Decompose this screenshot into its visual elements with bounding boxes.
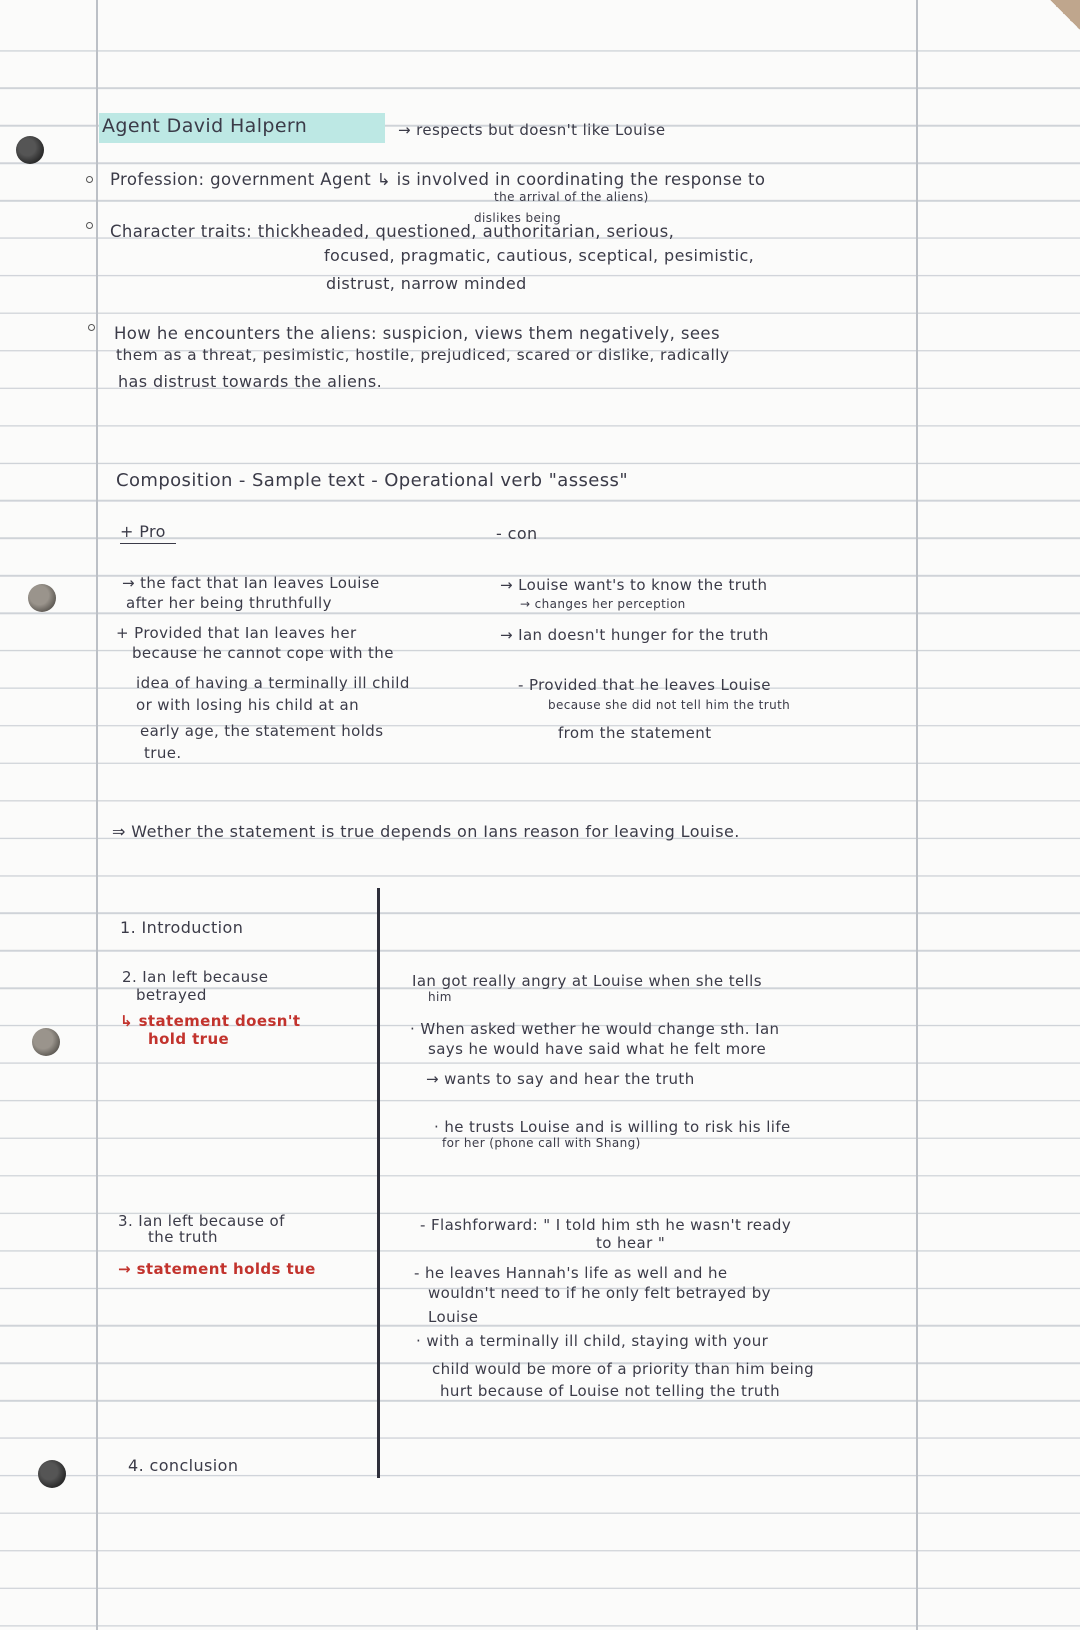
outline-section: 1. Introduction [120, 918, 244, 937]
bullet-icon [88, 324, 95, 331]
pro-item: idea of having a terminally ill child [136, 674, 410, 692]
pro-item: → the fact that Ian leaves Louise [122, 574, 380, 592]
outline-divider [377, 888, 380, 1478]
evidence-line: says he would have said what he felt more [428, 1040, 767, 1058]
outline-verdict: → statement holds tue [118, 1260, 316, 1278]
outline-verdict: hold true [148, 1030, 230, 1048]
evidence-line: for her (phone call with Shang) [442, 1136, 641, 1150]
evidence-line: - Flashforward: " I told him sth he wasn't ready [420, 1216, 792, 1234]
evidence-line: Louise [428, 1308, 479, 1326]
pro-item: or with losing his child at an [136, 696, 360, 714]
evidence-line: → wants to say and hear the truth [426, 1070, 695, 1088]
bullet-icon [86, 222, 93, 229]
title-note: → respects but doesn't like Louise [398, 121, 666, 139]
pro-heading: + Pro [120, 522, 166, 541]
left-margin-line [96, 0, 98, 1630]
con-item: from the statement [558, 724, 712, 742]
traits-line: distrust, narrow minded [326, 274, 527, 293]
outline-section: the truth [148, 1228, 218, 1246]
traits-line: focused, pragmatic, cautious, sceptical, pesimistic, [324, 246, 755, 265]
evidence-line: Ian got really angry at Louise when she tells [412, 972, 762, 990]
evidence-line: him [428, 990, 452, 1004]
profession-line: Profession: government Agent ↳ is involved in coordinating the response to [110, 170, 766, 189]
pro-item: + Provided that Ian leaves her [116, 624, 357, 642]
punch-hole-icon [32, 1028, 60, 1056]
evidence-line: · he trusts Louise and is willing to risk his life [434, 1118, 791, 1136]
con-item: - Provided that he leaves Louise [518, 676, 771, 694]
pro-item: because he cannot cope with the [132, 644, 394, 662]
evidence-line: - he leaves Hannah's life as well and he [414, 1264, 728, 1282]
outline-section: 4. conclusion [128, 1456, 239, 1475]
con-item: → Ian doesn't hunger for the truth [500, 626, 769, 644]
evidence-line: · with a terminally ill child, staying with your [416, 1332, 769, 1350]
evidence-line: child would be more of a priority than him being [432, 1360, 815, 1378]
encounter-line: has distrust towards the aliens. [118, 372, 383, 391]
outline-section: betrayed [136, 986, 207, 1004]
outline-section: 2. Ian left because [122, 968, 269, 986]
composition-conclusion: ⇒ Wether the statement is true depends on Ians reason for leaving Louise. [112, 822, 740, 841]
outline-section: 3. Ian left because of [118, 1212, 285, 1230]
evidence-line: to hear " [596, 1234, 666, 1252]
bullet-icon [86, 176, 93, 183]
pro-item: early age, the statement holds [140, 722, 384, 740]
encounter-line: How he encounters the aliens: suspicion, views them negatively, sees [114, 324, 720, 343]
right-margin-line [916, 0, 918, 1630]
page-title: Agent David Halpern [102, 115, 308, 137]
traits-line: Character traits: thickheaded, questioned, authoritarian, serious, [110, 222, 675, 241]
evidence-line: · When asked wether he would change sth. Ian [410, 1020, 780, 1038]
evidence-line: wouldn't need to if he only felt betrayed by [428, 1284, 771, 1302]
con-item: because she did not tell him the truth [548, 698, 791, 712]
pro-underline [120, 543, 176, 544]
composition-heading: Composition - Sample text - Operational verb "assess" [116, 470, 629, 491]
punch-hole-icon [16, 136, 44, 164]
pro-item: true. [144, 744, 182, 762]
encounter-line: them as a threat, pesimistic, hostile, prejudiced, scared or dislike, radically [116, 346, 730, 364]
con-item: → Louise want's to know the truth [500, 576, 768, 594]
page-corner [1050, 0, 1080, 30]
con-item: → changes her perception [520, 597, 686, 611]
traits-note: dislikes being [474, 211, 561, 225]
punch-hole-icon [28, 584, 56, 612]
profession-line: the arrival of the aliens) [494, 190, 649, 204]
con-heading: - con [496, 524, 538, 543]
pro-item: after her being thruthfully [126, 594, 332, 612]
evidence-line: hurt because of Louise not telling the truth [440, 1382, 780, 1400]
punch-hole-icon [38, 1460, 66, 1488]
outline-verdict: ↳ statement doesn't [120, 1012, 301, 1030]
